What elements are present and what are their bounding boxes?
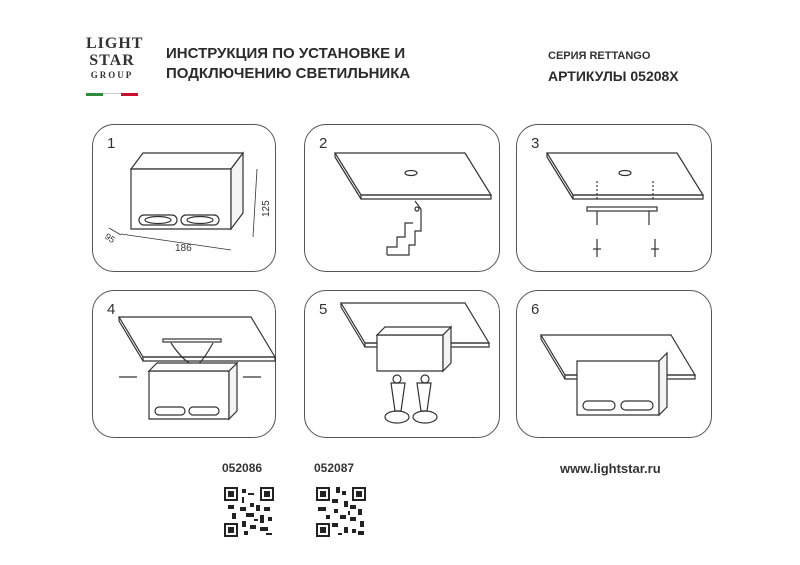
- product-code-1: 052086: [222, 461, 263, 475]
- bracket-mounting-illustration: [517, 125, 713, 273]
- qr-code-1: [224, 487, 274, 537]
- step-number-5: 5: [319, 301, 328, 318]
- flag-red: [121, 93, 138, 96]
- lightstar-logo: [86, 35, 144, 98]
- step-number-2: 2: [319, 135, 328, 152]
- step-panel-6: [516, 290, 712, 438]
- installed-fixture-illustration: [517, 291, 713, 439]
- logo-line2: STAR: [89, 52, 135, 69]
- logo-line1: LIGHT: [86, 35, 144, 52]
- ceiling-drilling-illustration: [305, 125, 501, 273]
- title-line2: ПОДКЛЮЧЕНИЮ СВЕТИЛЬНИКА: [166, 65, 411, 82]
- logo-flag: [86, 93, 138, 96]
- step-panel-2: [304, 124, 500, 272]
- fixture-dimensions-illustration: [93, 125, 277, 273]
- step-panel-5: [304, 290, 500, 438]
- title-line1: ИНСТРУКЦИЯ ПО УСТАНОВКЕ И: [166, 45, 406, 62]
- product-code-2: 052087: [314, 461, 355, 475]
- article-label: АРТИКУЛЫ 05208X: [548, 68, 679, 84]
- step-panel-3: [516, 124, 712, 272]
- step-number-1: 1: [107, 135, 116, 152]
- step-number-4: 4: [107, 301, 116, 318]
- flag-white: [103, 93, 120, 97]
- dim-depth-label: 95: [103, 231, 117, 246]
- dim-width-label: 186: [175, 243, 192, 254]
- flag-green: [86, 93, 103, 96]
- step-panel-4: [92, 290, 276, 438]
- wiring-connection-illustration: [93, 291, 277, 439]
- step-panel-1: [92, 124, 276, 272]
- lamp-insertion-illustration: [305, 291, 501, 439]
- logo-line3: GROUP: [90, 70, 134, 80]
- step-number-6: 6: [531, 301, 540, 318]
- dim-height-label: 125: [261, 200, 272, 217]
- page-title: [166, 44, 410, 84]
- qr-code-2: [316, 487, 366, 537]
- website-link[interactable]: www.lightstar.ru: [560, 461, 661, 476]
- series-label: СЕРИЯ RETTANGO: [548, 50, 651, 62]
- step-number-3: 3: [531, 135, 540, 152]
